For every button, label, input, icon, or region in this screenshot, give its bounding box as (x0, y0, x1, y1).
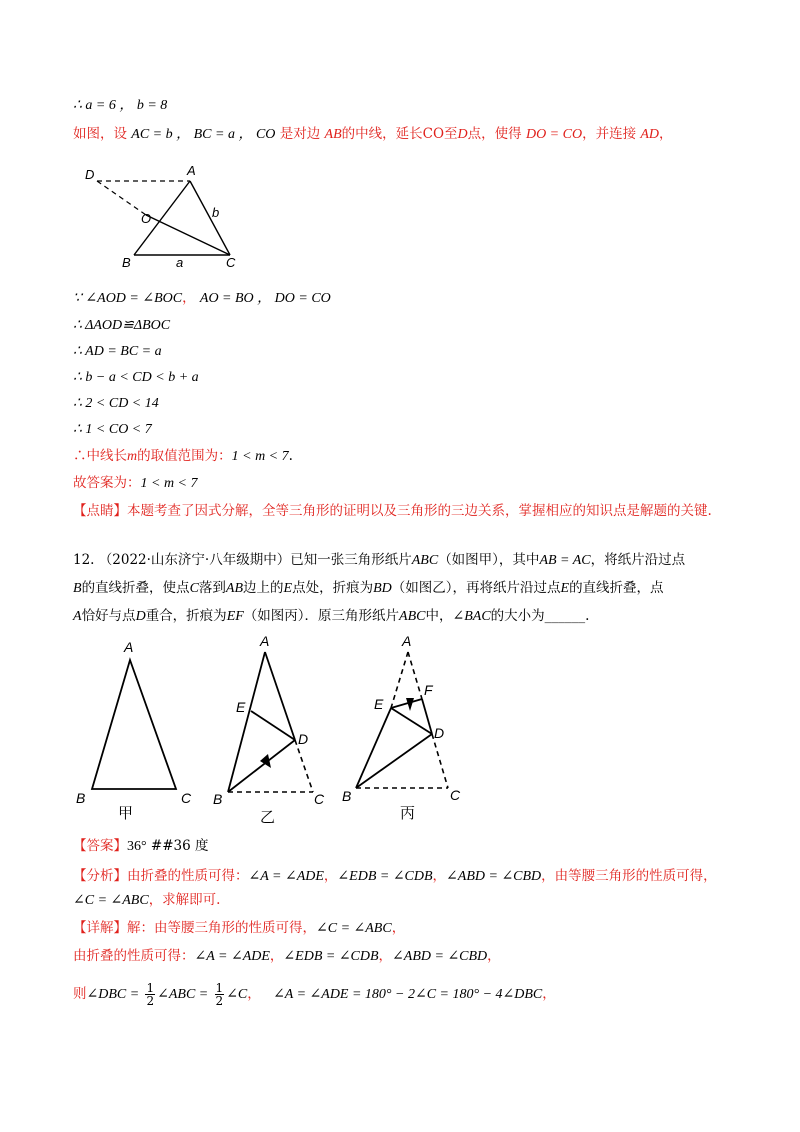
text: 由折叠的性质可得： (73, 948, 195, 964)
folding-figures (70, 632, 470, 832)
text: （如图甲），其中 (438, 552, 540, 568)
fold-bd (228, 740, 295, 792)
dashed-do (97, 181, 146, 215)
math: AC = b ， BC = a ， CO (131, 127, 276, 142)
dashed-dc (432, 734, 448, 788)
math: ∵ ∠AOD = ∠BOC (73, 291, 183, 306)
label-o: O (141, 211, 152, 226)
numerator: 1 (146, 981, 155, 995)
label-b: B (213, 791, 223, 807)
text: . (585, 608, 590, 624)
detail-line-2 (73, 946, 501, 967)
label-c: C (226, 255, 236, 270)
text: 恰好与点 (81, 608, 136, 624)
text: ，将纸片沿过点 (590, 552, 686, 568)
side-ac (190, 181, 230, 255)
math: AB (324, 127, 342, 142)
answer-block (73, 836, 209, 857)
answer-tag: 【答案】 (73, 838, 127, 854)
label-a: A (402, 633, 412, 649)
dashed-af (408, 652, 422, 699)
label-b: B (342, 788, 352, 804)
math: D (135, 609, 146, 624)
text: 中， (425, 608, 453, 624)
text: 重合，折痕为 (145, 608, 227, 624)
math: 1 < m < 7 (140, 476, 198, 491)
math: ∠A = ∠ADE (194, 949, 270, 964)
math: AO = BO ， DO = CO (199, 291, 331, 306)
side-ad (265, 652, 295, 740)
triangle-median-figure (80, 160, 250, 270)
math: ∠BAC (452, 609, 491, 624)
math: C (189, 581, 199, 596)
text: ，求解即可. (148, 892, 221, 908)
math: ∠EDB = ∠CDB (337, 869, 433, 884)
text: 如图，设 (73, 126, 127, 142)
text: 由折叠的性质可得： (127, 868, 249, 884)
math: ∠EDB = ∠CDB (283, 949, 379, 964)
text: . (288, 448, 293, 464)
text: ##36 度 (150, 838, 209, 854)
construction-text (73, 124, 673, 145)
text: ∴中线长 (73, 448, 127, 464)
figure-bing (342, 633, 461, 822)
proof-line-4: ∴ b − a < CD < b + a (73, 370, 199, 385)
text: ， (182, 290, 196, 306)
fraction-half (145, 982, 155, 1007)
dashed-ae (391, 652, 408, 708)
label-a-side: a (176, 255, 184, 270)
proof-line-6: ∴ 1 < CO < 7 (73, 422, 152, 437)
text: ，并连接 (582, 126, 637, 142)
math: m (127, 449, 138, 464)
math: A (73, 609, 82, 624)
text: ， (487, 948, 501, 964)
math: ∠C (226, 987, 248, 1002)
proof-line-5: ∴ 2 < CD < 14 (73, 396, 159, 411)
text: 解：由等腰三角形的性质可得， (127, 920, 316, 936)
text: 则 (73, 986, 87, 1002)
math: E (283, 581, 293, 596)
detail-line-1 (73, 918, 405, 939)
figure-yi (213, 633, 325, 826)
text: 的直线折叠，使点 (81, 580, 190, 596)
text: 点处，折痕为 (292, 580, 374, 596)
math: 1 < m < 7 (231, 449, 289, 464)
analysis-line-1 (73, 866, 717, 887)
label-a: A (260, 633, 270, 649)
math: B (73, 581, 82, 596)
math: EF (226, 609, 244, 624)
proof-line-1 (73, 288, 331, 309)
analysis-line-2 (73, 890, 220, 911)
text: 的取值范围为： (137, 448, 232, 464)
dashed-dc (295, 740, 313, 792)
label-e: E (236, 699, 246, 715)
answer-value: 36° (127, 839, 147, 854)
math: D (457, 127, 468, 142)
line-oc (146, 215, 230, 255)
triangle-abc (92, 660, 176, 789)
label-a: A (124, 639, 134, 655)
math: BD (373, 581, 392, 596)
math: ∠ABD = ∠CBD (392, 949, 488, 964)
question-number: 12. (73, 552, 95, 568)
label-a: A (187, 163, 196, 178)
detail-line-3 (73, 982, 556, 1007)
caption-jia: 甲 (118, 805, 134, 822)
text: ， (323, 868, 338, 884)
text: 边上的 (243, 580, 284, 596)
segment-ed (251, 711, 295, 740)
equation-ab-values: ∴ a = 6 ， b = 8 (73, 98, 168, 113)
fold-ef (391, 699, 422, 708)
text: （如图乙），再将纸片沿过点 (391, 580, 561, 596)
q12-line-3 (73, 606, 589, 627)
math: ∠ABD = ∠CBD (446, 869, 542, 884)
text: 故答案为： (73, 475, 141, 491)
math: AD (640, 127, 660, 142)
text: ，由等腰三角形的性质可得， (541, 868, 717, 884)
figure-jia (76, 639, 192, 822)
q12-line-1 (73, 550, 685, 571)
math: DO = CO (525, 127, 583, 142)
label-e: E (374, 696, 384, 712)
math: ∠A = ∠ADE (248, 869, 324, 884)
comment-text: 本题考查了因式分解，全等三角形的证明以及三角形的三边关系，掌握相应的知识点是解题的关键. (127, 503, 712, 519)
text: 的直线折叠，点 (569, 580, 664, 596)
caption-yi: 乙 (260, 809, 276, 826)
label-c: C (181, 790, 192, 806)
denominator: 2 (215, 994, 224, 1008)
text: ， (659, 126, 673, 142)
label-c: C (450, 787, 461, 803)
text: 的大小为 (490, 608, 545, 624)
text: 点，使得 (467, 126, 522, 142)
text: ， (378, 948, 393, 964)
detail-tag: 【详解】 (73, 920, 127, 936)
text: ， (391, 920, 406, 936)
label-f: F (424, 682, 433, 698)
text: （如图丙）．原三角形纸片 (243, 608, 400, 624)
proof-line-3: ∴ AD = BC = a (73, 344, 162, 359)
math: E (560, 581, 570, 596)
math: ∠ABC = (157, 987, 209, 1002)
proof-line-2: ∴ ΔAOD≌ΔBOC (73, 318, 171, 333)
math: ∠DBC = (86, 987, 140, 1002)
label-c: C (314, 791, 325, 807)
answer-blank: ______ (544, 608, 586, 624)
caption-bing: 丙 (400, 805, 416, 822)
text: ， (269, 948, 284, 964)
text: 落到 (198, 580, 226, 596)
proof-line-7 (73, 446, 293, 467)
comment-block (73, 499, 733, 523)
label-b: B (76, 790, 86, 806)
label-b-side: b (212, 205, 220, 220)
comment-tag: 【点睛】 (73, 503, 127, 519)
math: ABC (411, 553, 439, 568)
math: AB = AC (539, 553, 591, 568)
analysis-tag: 【分析】 (73, 868, 127, 884)
text: 已知一张三角形纸片 (290, 552, 412, 568)
denominator: 2 (146, 994, 155, 1008)
fold-arrow-icon (406, 698, 414, 711)
text: 的中线，延长CO至 (341, 126, 458, 142)
math: ABC (399, 609, 426, 624)
text: （2022·山东济宁·八年级期中） (98, 552, 291, 568)
text: ， (247, 986, 261, 1002)
math: ∠A = ∠ADE = 180° − 2∠C = 180° − 4∠DBC (273, 987, 543, 1002)
text: ， (542, 986, 556, 1002)
math: ∠C = ∠ABC (73, 893, 149, 908)
label-d: D (434, 725, 445, 741)
math: AB (225, 581, 244, 596)
math: ∠C = ∠ABC (316, 921, 392, 936)
numerator: 1 (215, 981, 224, 995)
side-ab (228, 652, 265, 792)
answer-line (73, 473, 198, 494)
q12-line-2 (73, 578, 664, 599)
label-d: D (298, 731, 309, 747)
label-d: D (85, 167, 95, 182)
fraction-half (215, 982, 225, 1007)
text: ， (432, 868, 447, 884)
text: 是对边 (279, 126, 321, 142)
label-b: B (122, 255, 131, 270)
